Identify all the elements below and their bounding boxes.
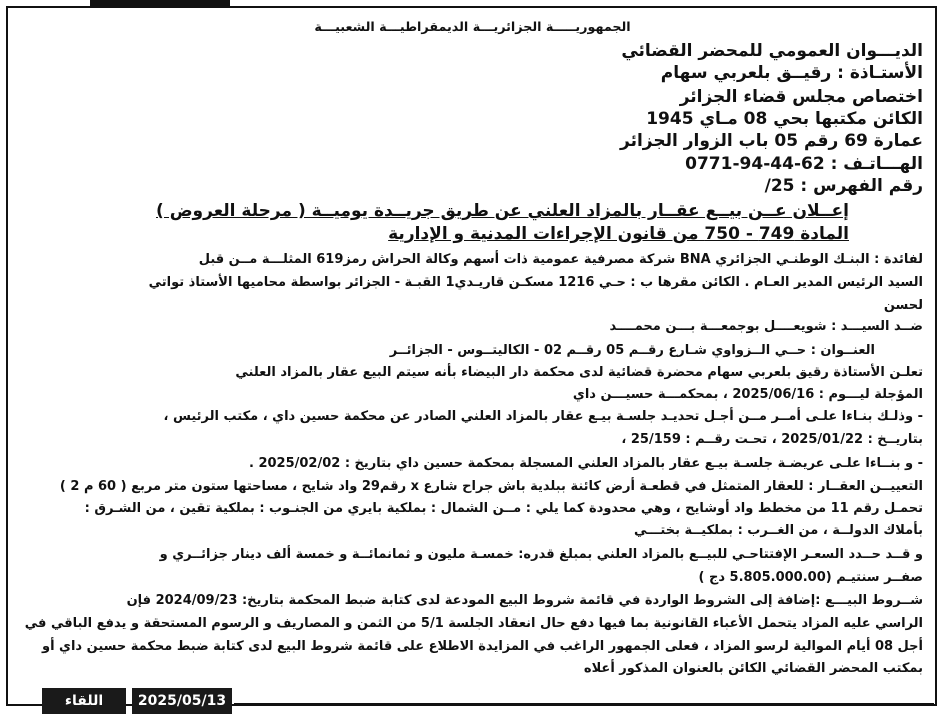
jurisdiction: اختصاص مجلس قضاء الجزائر [679,87,923,107]
bailiff-name: الأستـاذة : رقيــق بلعربي سهام [660,63,923,83]
postponed-date-line: المؤجلة ليـــوم : 2025/06/16 ، بمحكمـــة حسيـــن داي [572,387,923,402]
footer-divider [234,703,934,704]
notice-legal-basis: المادة 749 - 750 من قانون الإجراءات المدنية و الإدارية [388,224,849,244]
office-address-2: عمارة 69 رقم 05 باب الزوار الجزائر [620,131,923,151]
starting-price-line-2: صفــر سنتيـم (5.805.000.00 دج ) [698,570,923,585]
sale-conditions-line-3: أجل 08 أيام الموالية لرسو المزاد ، فعلى الجمهور الراغب في المزايدة الاطلاع على قائمة شروط البيع لدى كتابة ضبط محكمة حسين داي أو [41,639,923,654]
order-reference-line-2: بتاريــخ : 2025/01/22 ، تحـت رقــم : 25/159 ، [621,432,923,447]
sale-conditions-line-1: شــروط البيـــع :إضافة إلى الشروط الواردة في قائمة شروط البيع المودعة لدى كتابة ضبط المحكمة بتاريخ: 2024/09/23 فإن [126,593,923,608]
footer-label: اللقاء [42,688,126,714]
property-line-1: التعييــن العقــار : للعقار المتمثل في قطعـة أرض كائنة ببلدية باش جراح شارع x رقم29 واد شايح ، مساحتها ستون متر مربع ( 60 م 2 ) [59,479,923,494]
property-line-2: تحمـل رقم 11 من مخطط واد أوشايح ، وهي محدودة كما يلي : مــن الشمال : بملكية بايري من الجنـوب : بملكية تقين ، من الشـرق : [84,501,923,516]
order-reference-line-1: - وذلـك بنـاءا علـى أمــر مــن أجـل تحديـد جلسـة بيـع عقار بالمزاد العلني الصادر عن محكمة حسين داي ، مكتب الرئيس ، [163,409,923,424]
petition-line: - و بنــاءا علـى عريضـة جلسـة بيـع عقار بالمزاد العلني المسجلة بمحكمة حسين داي بتاريخ : 2025/02/02 . [248,456,923,471]
republic-heading: الجمهوريـــــة الجزائريـــة الديمقراطيـــة الشعبيـــة [314,19,631,34]
beneficiary-line-3: لحسن [883,298,923,313]
defendant-address: العنــوان : حــي الــزواوي شـارع رقــم 05 رقــم 02 - الكاليتــوس - الجزائــر [389,343,875,358]
beneficiary-line-2: السيد الرئيس المدير العـام . الكائن مقرها ب : حـي 1216 مسكـن قاريـدي1 القبـة - الجزائر بواسطة محاميها الأستاذ تواتي [148,275,923,290]
starting-price-line-1: و قــد حــدد السعـر الإفتتاحـي للبيــع بالمزاد العلني بمبلغ قدره: خمسـة مليون و ثمانمائــة و خمسة ألف دينار جزائــري و [159,547,923,562]
defendant-name: ضــد السيـــد : شويعــــل بوجمعـــة بـــن محمــــد [609,319,923,334]
beneficiary-line-1: لفائدة : البنـك الوطنـي الجزائري BNA شركة مصرفية عمومية ذات أسهم وكالة الحراش رمز619 المثلـــة مــن قبل [198,252,923,267]
property-line-3: بأملاك الدولــة ، من الغــرب : بملكيــة بختـــي [633,523,923,538]
office-name: الديـــوان العمومي للمحضر القضائي [621,41,923,61]
sale-conditions-line-2: الراسي عليه المزاد يتحمل الأعباء القانونية بما فيها دفع حال انعقاد الجلسة 5/1 من الثمن و المصاريف و الرسوم المستحقة و يدفع الباقي في [24,616,923,631]
announcement-line: تعلـن الأستاذة رقيق بلعربي سهام محضرة قضائية لدى محكمة دار البيضاء بأنه سيتم البيع عقار بالمزاد العلني [235,365,923,380]
sale-conditions-line-4: بمكتب المحضر القضائي الكائن بالعنوان المذكور أعلاه [583,661,923,676]
office-phone: الهـــاتـف : 62-44-94-0771 [685,154,923,174]
index-number: رقم الفهرس : 25/ [764,176,923,196]
footer-date: 2025/05/13 [132,688,232,714]
office-address-1: الكائن مكتبها بحي 08 مـاي 1945 [646,109,923,129]
notice-title: إعــلان عــن بيــع عقــار بالمزاد العلني عن طريق جريــدة يوميــة ( مرحلة العروض ) [156,201,849,221]
